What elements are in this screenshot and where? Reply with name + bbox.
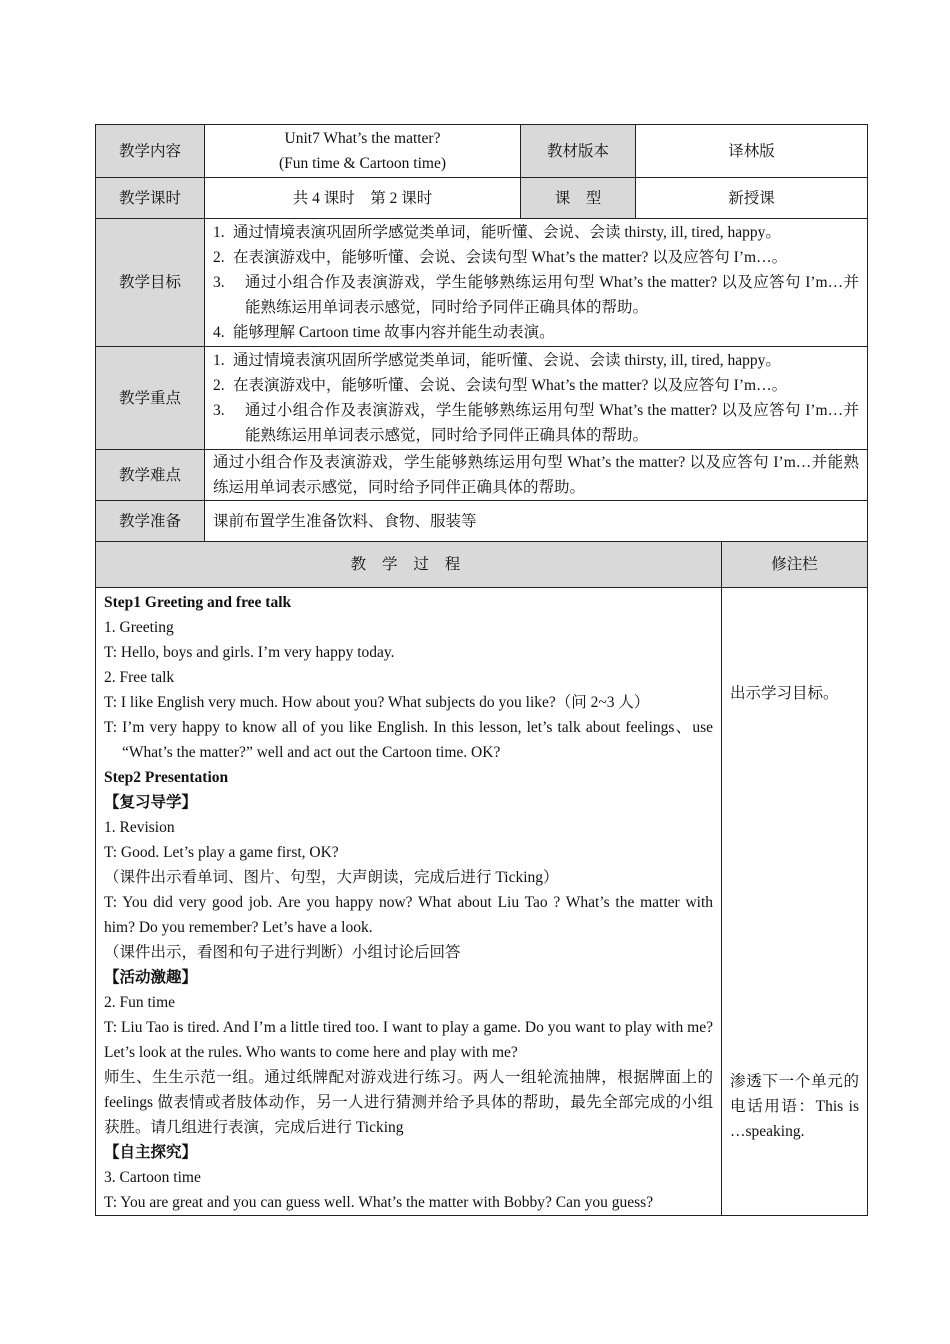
hours-label: 教学课时	[96, 178, 205, 219]
notes-header: 修注栏	[722, 542, 868, 588]
lesson-plan-page	[95, 124, 867, 1216]
process-header: 教 学 过 程	[96, 542, 722, 588]
process-line: （课件出示，看图和句子进行判断）小组讨论后回答	[104, 944, 461, 961]
content-title	[205, 125, 521, 178]
objective-item: 1. 通过情境表演巩固所学感觉类单词，能听懂、会说、会读 thirsty, ill, tired, happy。	[213, 224, 781, 241]
step-heading: Step1 Greeting and free talk	[104, 594, 292, 611]
row-objectives	[96, 219, 868, 347]
process-line: 2. Fun time	[104, 994, 176, 1011]
note-phone-language: 渗透下一个单元的电话用语：This is …speaking.	[730, 1073, 860, 1140]
key-points-label: 教学重点	[96, 347, 205, 450]
section-heading: 【自主探究】	[104, 1144, 198, 1161]
type-label: 课 型	[521, 178, 636, 219]
preparation-label: 教学准备	[96, 501, 205, 542]
key-point-item: 1. 通过情境表演巩固所学感觉类单词，能听懂、会说、会读 thirsty, ill, tired, happy。	[213, 352, 781, 369]
row-key-points	[96, 347, 868, 450]
edition-value: 译林版	[636, 125, 868, 178]
edition-label: 教材版本	[521, 125, 636, 178]
content-label: 教学内容	[96, 125, 205, 178]
content-title-line1: Unit7 What’s the matter?	[284, 130, 441, 147]
process-line: T: Good. Let’s play a game first, OK?	[104, 844, 339, 861]
objective-item: 4. 能够理解 Cartoon time 故事内容并能生动表演。	[213, 324, 555, 341]
process-line: 2. Free talk	[104, 669, 175, 686]
lesson-plan-table	[95, 124, 868, 1216]
process-line: T: Hello, boys and girls. I’m very happy today.	[104, 644, 395, 661]
row-hours	[96, 178, 868, 219]
type-value: 新授课	[636, 178, 868, 219]
section-heading: 【复习导学】	[104, 794, 198, 811]
process-line: 师生、生生示范一组。通过纸牌配对游戏进行练习。两人一组轮流抽牌，根据牌面上的 feelings 做表情或者肢体动作，另一人进行猜测并给予具体的帮助，最先全部完成的小组获胜。请几组进行表演，完成后进行 Ticking	[104, 1069, 713, 1136]
process-line: 1. Greeting	[104, 619, 174, 636]
objective-item: 3. 通过小组合作及表演游戏，学生能够熟练运用句型 What’s the matter? 以及应答句 I’m…并能熟练运用单词表示感觉，同时给予同伴正确具体的帮助。	[213, 274, 860, 316]
step-heading: Step2 Presentation	[104, 769, 229, 786]
hours-value: 共 4 课时 第 2 课时	[205, 178, 521, 219]
row-preparation	[96, 501, 868, 542]
objectives-list	[205, 219, 868, 347]
row-process-header	[96, 542, 868, 588]
process-line: T: You did very good job. Are you happy now? What about Liu Tao ? What’s the matter with him? Do you remember? Let’s have a look.	[104, 894, 713, 936]
process-line: T: Liu Tao is tired. And I’m a little tired too. I want to play a game. Do you want to play with me? Let’s look at the rules. Who wants to come here and play with me?	[104, 1019, 713, 1061]
process-line: T: I’m very happy to know all of you like English. In this lesson, let’s talk about feelings、use “What’s the matter?” well and act out the Cartoon time. OK?	[104, 719, 713, 761]
process-line: 1. Revision	[104, 819, 175, 836]
process-line: T: You are great and you can guess well. What’s the matter with Bobby? Can you guess?	[104, 1194, 654, 1211]
objective-item: 2. 在表演游戏中，能够听懂、会说、会读句型 What’s the matter? 以及应答句 I’m…。	[213, 249, 788, 266]
process-line: （课件出示看单词、图片、句型，大声朗读，完成后进行 Ticking）	[104, 869, 559, 886]
content-title-line2: (Fun time & Cartoon time)	[278, 155, 447, 172]
preparation-text: 课前布置学生准备饮料、食物、服装等	[205, 501, 868, 542]
difficulty-label: 教学难点	[96, 450, 205, 501]
row-difficulty	[96, 450, 868, 501]
row-content	[96, 125, 868, 178]
objectives-label: 教学目标	[96, 219, 205, 347]
notes-column	[722, 588, 868, 1216]
section-heading: 【活动激趣】	[104, 969, 198, 986]
key-point-item: 2. 在表演游戏中，能够听懂、会说、会读句型 What’s the matter? 以及应答句 I’m…。	[213, 377, 788, 394]
key-points-list	[205, 347, 868, 450]
row-process-body	[96, 588, 868, 1216]
difficulty-text: 通过小组合作及表演游戏，学生能够熟练运用句型 What’s the matter? 以及应答句 I’m…并能熟练运用单词表示感觉，同时给予同伴正确具体的帮助。	[205, 450, 868, 501]
process-content	[96, 588, 722, 1216]
process-line: 3. Cartoon time	[104, 1169, 201, 1186]
note-learning-goal: 出示学习目标。	[730, 685, 839, 702]
process-line: T: I like English very much. How about you? What subjects do you like?（问 2~3 人）	[104, 694, 650, 711]
key-point-item: 3. 通过小组合作及表演游戏，学生能够熟练运用句型 What’s the matter? 以及应答句 I’m…并能熟练运用单词表示感觉，同时给予同伴正确具体的帮助。	[213, 402, 860, 444]
